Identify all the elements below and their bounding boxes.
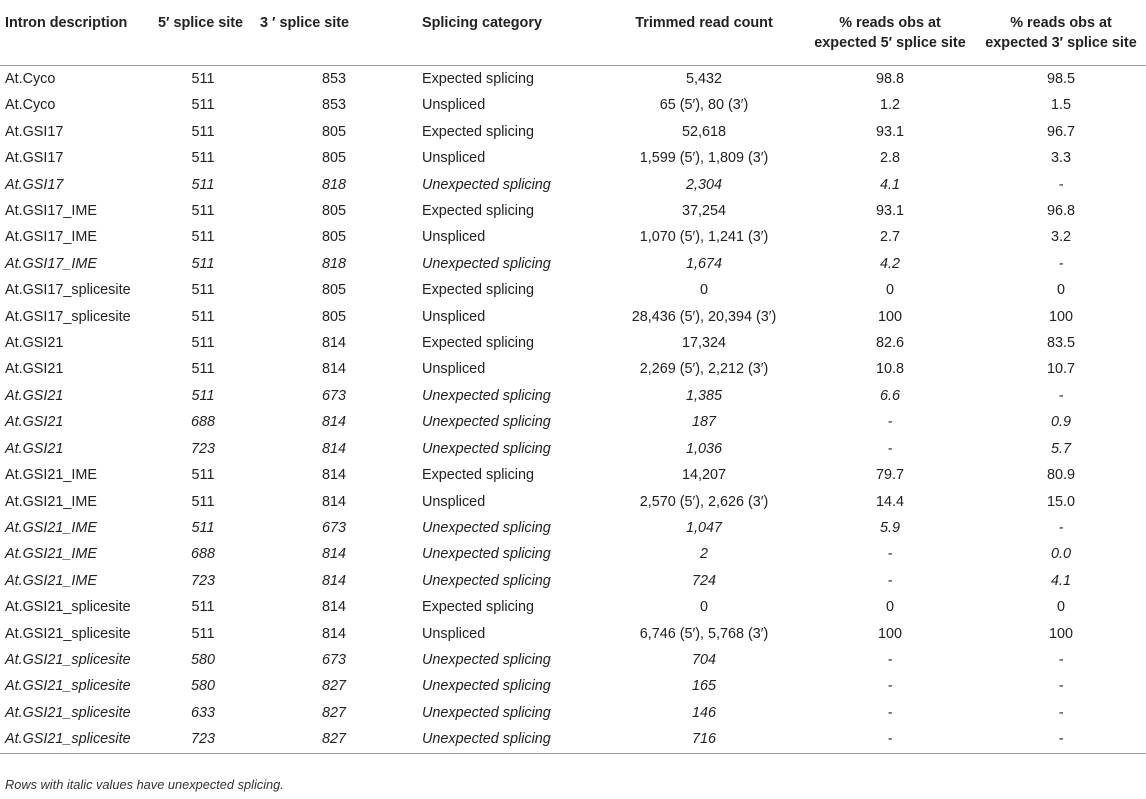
table-row bbox=[0, 304, 1146, 330]
pct-reads-5-cell: 100 bbox=[877, 308, 902, 325]
intron-description-cell: At.GSI21_IME bbox=[5, 467, 97, 484]
table-row bbox=[0, 330, 1146, 356]
header-row bbox=[0, 0, 1146, 66]
three-splice-site-cell: 814 bbox=[321, 572, 346, 589]
five-splice-site-cell: 723 bbox=[190, 440, 215, 457]
three-splice-site-cell: 814 bbox=[321, 493, 346, 510]
pct-reads-5-cell: 0 bbox=[885, 599, 894, 616]
pct-reads-5-cell: - bbox=[887, 678, 893, 695]
trimmed-read-count-cell: 0 bbox=[699, 282, 708, 299]
table-row bbox=[0, 224, 1146, 250]
splicing-category-cell: Unexpected splicing bbox=[422, 387, 551, 404]
pct-reads-3-cell: 0.0 bbox=[1050, 546, 1071, 563]
table-row bbox=[0, 594, 1146, 620]
pct-reads-5-cell: 10.8 bbox=[875, 361, 904, 378]
table-row bbox=[0, 356, 1146, 382]
splicing-category-cell: Expected splicing bbox=[422, 123, 534, 140]
trimmed-read-count-cell: 1,674 bbox=[685, 255, 722, 272]
intron-description-cell: At.GSI17_IME bbox=[5, 229, 97, 246]
table-row bbox=[0, 726, 1146, 753]
trimmed-read-count-cell: 2,304 bbox=[685, 176, 722, 193]
three-splice-site-cell: 805 bbox=[321, 150, 346, 167]
pct-reads-3-cell: 10.7 bbox=[1046, 361, 1075, 378]
splicing-category-cell: Expected splicing bbox=[422, 599, 534, 616]
three-splice-site-cell: 827 bbox=[321, 678, 346, 695]
table-row bbox=[0, 277, 1146, 303]
splicing-category-cell: Unspliced bbox=[422, 97, 486, 114]
trimmed-read-count-cell: 146 bbox=[691, 704, 716, 721]
pct-reads-3-cell: 83.5 bbox=[1046, 335, 1075, 352]
intron-description-cell: At.GSI17_splicesite bbox=[5, 308, 131, 325]
five-splice-site-cell: 511 bbox=[191, 71, 215, 87]
table-row bbox=[0, 462, 1146, 488]
pct-reads-3-cell: - bbox=[1058, 704, 1064, 721]
trimmed-read-count-cell: 65 (5′), 80 (3′) bbox=[659, 97, 749, 114]
intron-description-cell: At.GSI17 bbox=[5, 176, 64, 193]
pct-reads-5-cell: 93.1 bbox=[875, 123, 904, 140]
three-splice-site-cell: 814 bbox=[321, 625, 346, 642]
header-pct-reads-5-site: % reads obs at expected 5′ splice site bbox=[804, 0, 976, 66]
pct-reads-5-cell: 98.8 bbox=[875, 71, 904, 87]
pct-reads-5-cell: - bbox=[804, 726, 976, 753]
intron-description-cell: At.GSI21_splicesite bbox=[5, 599, 131, 616]
pct-reads-5-cell: 2.7 bbox=[879, 229, 900, 246]
table-row bbox=[0, 383, 1146, 409]
trimmed-read-count-cell: 165 bbox=[691, 678, 716, 695]
intron-description-cell: At.GSI17 bbox=[5, 150, 64, 167]
pct-reads-3-cell: - bbox=[1058, 176, 1064, 193]
table-row bbox=[0, 251, 1146, 277]
intron-description-cell: At.GSI21 bbox=[5, 361, 64, 378]
three-splice-site-cell: 805 bbox=[321, 203, 346, 220]
intron-description-cell: At.Cyco bbox=[5, 97, 56, 114]
header-trimmed-read-count: Trimmed read count bbox=[604, 0, 804, 66]
pct-reads-3-cell: 100 bbox=[1048, 308, 1073, 325]
header-intron-description: Intron description bbox=[0, 0, 152, 66]
pct-reads-5-cell: 4.1 bbox=[879, 176, 900, 193]
splicing-category-cell: Unexpected splicing bbox=[422, 414, 551, 431]
pct-reads-5-cell: - bbox=[887, 414, 893, 431]
splicing-category-cell: Unexpected splicing bbox=[422, 440, 551, 457]
pct-reads-3-cell: 3.3 bbox=[1050, 150, 1071, 167]
intron-description-cell: At.GSI21_splicesite bbox=[5, 625, 131, 642]
pct-reads-3-cell: 0 bbox=[1056, 599, 1065, 616]
trimmed-read-count-cell: 1,036 bbox=[685, 440, 722, 457]
trimmed-read-count-cell: 0 bbox=[699, 599, 708, 616]
three-splice-site-cell: 805 bbox=[321, 308, 346, 325]
table-header bbox=[0, 0, 1146, 66]
pct-reads-3-cell: 80.9 bbox=[1046, 467, 1075, 484]
intron-description-cell: At.GSI17_splicesite bbox=[5, 282, 131, 299]
trimmed-read-count-cell: 724 bbox=[691, 572, 716, 589]
trimmed-read-count-cell: 716 bbox=[604, 726, 804, 753]
five-splice-site-cell: 511 bbox=[191, 255, 215, 272]
pct-reads-3-cell: - bbox=[1058, 387, 1064, 404]
five-splice-site-cell: 511 bbox=[191, 387, 215, 404]
table-row bbox=[0, 172, 1146, 198]
table-row bbox=[0, 198, 1146, 224]
splicing-category-cell: Unspliced bbox=[422, 308, 486, 325]
pct-reads-5-cell: - bbox=[887, 651, 893, 668]
pct-reads-5-cell: 93.1 bbox=[875, 203, 904, 220]
trimmed-read-count-cell: 6,746 (5′), 5,768 (3′) bbox=[639, 625, 769, 642]
five-splice-site-cell: 511 bbox=[191, 361, 215, 378]
pct-reads-3-cell: 4.1 bbox=[1050, 572, 1071, 589]
five-splice-site-cell: 511 bbox=[191, 282, 215, 299]
three-splice-site-cell: 814 bbox=[321, 440, 346, 457]
five-splice-site-cell: 723 bbox=[152, 726, 254, 753]
five-splice-site-cell: 511 bbox=[191, 308, 215, 325]
splicing-category-cell: Unexpected splicing bbox=[422, 651, 551, 668]
trimmed-read-count-cell: 17,324 bbox=[681, 335, 726, 352]
header-3-splice-site: 3 ′ splice site bbox=[254, 0, 414, 66]
intron-description-cell: At.GSI21 bbox=[5, 440, 64, 457]
trimmed-read-count-cell: 2,269 (5′), 2,212 (3′) bbox=[639, 361, 769, 378]
five-splice-site-cell: 511 bbox=[191, 97, 215, 114]
three-splice-site-cell: 814 bbox=[321, 467, 346, 484]
three-splice-site-cell: 814 bbox=[321, 599, 346, 616]
five-splice-site-cell: 511 bbox=[191, 519, 215, 536]
three-splice-site-cell: 827 bbox=[321, 704, 346, 721]
splicing-category-cell: Unspliced bbox=[422, 625, 486, 642]
intron-description-cell: At.GSI21_IME bbox=[5, 546, 97, 563]
intron-description-cell: At.GSI21 bbox=[5, 387, 64, 404]
three-splice-site-cell: 673 bbox=[321, 387, 346, 404]
splicing-category-cell: Unexpected splicing bbox=[422, 255, 551, 272]
pct-reads-5-cell: 0 bbox=[885, 282, 894, 299]
splicing-category-cell: Unspliced bbox=[422, 493, 486, 510]
pct-reads-3-cell: 100 bbox=[1048, 625, 1073, 642]
three-splice-site-cell: 673 bbox=[321, 519, 346, 536]
trimmed-read-count-cell: 2 bbox=[699, 546, 708, 563]
three-splice-site-cell: 814 bbox=[321, 361, 346, 378]
three-splice-site-cell: 814 bbox=[321, 546, 346, 563]
intron-description-cell: At.GSI21_splicesite bbox=[5, 651, 131, 668]
pct-reads-5-cell: 1.2 bbox=[879, 97, 900, 114]
table-row bbox=[0, 541, 1146, 567]
splicing-category-cell: Expected splicing bbox=[422, 282, 534, 299]
table-row bbox=[0, 489, 1146, 515]
trimmed-read-count-cell: 1,070 (5′), 1,241 (3′) bbox=[639, 229, 769, 246]
pct-reads-3-cell: 3.2 bbox=[1050, 229, 1071, 246]
table-row bbox=[0, 119, 1146, 145]
five-splice-site-cell: 511 bbox=[191, 335, 215, 352]
table-row bbox=[0, 66, 1146, 93]
five-splice-site-cell: 580 bbox=[190, 678, 215, 695]
table-row bbox=[0, 92, 1146, 118]
pct-reads-3-cell: - bbox=[1058, 255, 1064, 272]
five-splice-site-cell: 511 bbox=[191, 150, 215, 167]
pct-reads-5-cell: 5.9 bbox=[879, 519, 900, 536]
pct-reads-5-cell: 79.7 bbox=[875, 467, 904, 484]
intron-description-cell: At.GSI21_splicesite bbox=[5, 678, 131, 695]
five-splice-site-cell: 511 bbox=[191, 493, 215, 510]
pct-reads-5-cell: 14.4 bbox=[875, 493, 904, 510]
table-row bbox=[0, 436, 1146, 462]
splicing-category-cell: Unexpected splicing bbox=[422, 546, 551, 563]
five-splice-site-cell: 511 bbox=[191, 599, 215, 616]
table-row bbox=[0, 647, 1146, 673]
trimmed-read-count-cell: 704 bbox=[691, 651, 716, 668]
splicing-category-cell: Unexpected splicing bbox=[422, 678, 551, 695]
pct-reads-3-cell: - bbox=[1058, 519, 1064, 536]
pct-reads-3-cell: 98.5 bbox=[1046, 71, 1075, 87]
splicing-category-cell: Unexpected splicing bbox=[422, 176, 551, 193]
intron-description-cell: At.GSI21_IME bbox=[5, 572, 97, 589]
splicing-category-cell: Expected splicing bbox=[422, 71, 534, 87]
pct-reads-5-cell: - bbox=[887, 572, 893, 589]
pct-reads-5-cell: - bbox=[887, 546, 893, 563]
splicing-category-cell: Unspliced bbox=[422, 229, 486, 246]
five-splice-site-cell: 633 bbox=[190, 704, 215, 721]
table-row bbox=[0, 409, 1146, 435]
pct-reads-5-cell: 4.2 bbox=[879, 255, 900, 272]
trimmed-read-count-cell: 5,432 bbox=[685, 71, 722, 87]
pct-reads-3-cell: 0.9 bbox=[1050, 414, 1071, 431]
five-splice-site-cell: 688 bbox=[190, 546, 215, 563]
trimmed-read-count-cell: 52,618 bbox=[681, 123, 726, 140]
pct-reads-5-cell: 82.6 bbox=[875, 335, 904, 352]
five-splice-site-cell: 511 bbox=[191, 203, 215, 220]
five-splice-site-cell: 688 bbox=[190, 414, 215, 431]
intron-description-cell: At.GSI21_splicesite bbox=[5, 704, 131, 721]
splicing-category-cell: Expected splicing bbox=[422, 203, 534, 220]
table-row bbox=[0, 700, 1146, 726]
splicing-category-cell: Unexpected splicing bbox=[422, 519, 551, 536]
pct-reads-3-cell: - bbox=[976, 726, 1146, 753]
five-splice-site-cell: 511 bbox=[191, 229, 215, 246]
trimmed-read-count-cell: 1,047 bbox=[685, 519, 722, 536]
pct-reads-5-cell: - bbox=[887, 440, 893, 457]
three-splice-site-cell: 818 bbox=[321, 176, 346, 193]
pct-reads-5-cell: 6.6 bbox=[879, 387, 900, 404]
header-pct-reads-3-site: % reads obs at expected 3′ splice site bbox=[976, 0, 1146, 66]
intron-description-cell: At.GSI21_splicesite bbox=[0, 726, 152, 753]
three-splice-site-cell: 805 bbox=[321, 282, 346, 299]
intron-description-cell: At.GSI17 bbox=[5, 123, 64, 140]
table-row bbox=[0, 568, 1146, 594]
splicing-category-cell: Expected splicing bbox=[422, 335, 534, 352]
five-splice-site-cell: 580 bbox=[190, 651, 215, 668]
table-row bbox=[0, 145, 1146, 171]
table-footnote: Rows with italic values have unexpected splicing. bbox=[5, 777, 284, 792]
three-splice-site-cell: 673 bbox=[321, 651, 346, 668]
table-row bbox=[0, 673, 1146, 699]
three-splice-site-cell: 853 bbox=[321, 71, 346, 87]
three-splice-site-cell: 853 bbox=[321, 97, 346, 114]
pct-reads-3-cell: 0 bbox=[1056, 282, 1065, 299]
three-splice-site-cell: 814 bbox=[321, 414, 346, 431]
splicing-category-cell: Unexpected splicing bbox=[414, 726, 604, 753]
splicing-category-cell: Unspliced bbox=[422, 150, 486, 167]
pct-reads-3-cell: 15.0 bbox=[1046, 493, 1075, 510]
pct-reads-3-cell: - bbox=[1058, 651, 1064, 668]
table-row bbox=[0, 621, 1146, 647]
intron-description-cell: At.Cyco bbox=[5, 71, 56, 87]
three-splice-site-cell: 814 bbox=[321, 335, 346, 352]
splicing-category-cell: Unexpected splicing bbox=[422, 704, 551, 721]
trimmed-read-count-cell: 187 bbox=[691, 414, 716, 431]
intron-description-cell: At.GSI17_IME bbox=[5, 255, 97, 272]
intron-description-cell: At.GSI21_IME bbox=[5, 519, 97, 536]
intron-description-cell: At.GSI17_IME bbox=[5, 203, 97, 220]
pct-reads-5-cell: 100 bbox=[877, 625, 902, 642]
pct-reads-5-cell: 2.8 bbox=[879, 150, 900, 167]
intron-description-cell: At.GSI21_IME bbox=[5, 493, 97, 510]
trimmed-read-count-cell: 1,599 (5′), 1,809 (3′) bbox=[639, 150, 769, 167]
trimmed-read-count-cell: 2,570 (5′), 2,626 (3′) bbox=[639, 493, 769, 510]
pct-reads-3-cell: 1.5 bbox=[1050, 97, 1071, 114]
three-splice-site-cell: 818 bbox=[321, 255, 346, 272]
five-splice-site-cell: 511 bbox=[191, 123, 215, 140]
trimmed-read-count-cell: 28,436 (5′), 20,394 (3′) bbox=[631, 308, 777, 325]
three-splice-site-cell: 805 bbox=[321, 123, 346, 140]
pct-reads-3-cell: 96.8 bbox=[1046, 203, 1075, 220]
table-body bbox=[0, 66, 1146, 754]
header-5-splice-site: 5′ splice site bbox=[152, 0, 254, 66]
three-splice-site-cell: 827 bbox=[254, 726, 414, 753]
five-splice-site-cell: 511 bbox=[191, 176, 215, 193]
splicing-category-cell: Expected splicing bbox=[422, 467, 534, 484]
pct-reads-3-cell: - bbox=[1058, 678, 1064, 695]
pct-reads-3-cell: 96.7 bbox=[1046, 123, 1075, 140]
trimmed-read-count-cell: 1,385 bbox=[685, 387, 722, 404]
table-row bbox=[0, 515, 1146, 541]
five-splice-site-cell: 511 bbox=[191, 467, 215, 484]
trimmed-read-count-cell: 37,254 bbox=[681, 203, 726, 220]
pct-reads-5-cell: - bbox=[887, 704, 893, 721]
splicing-category-cell: Unspliced bbox=[422, 361, 486, 378]
trimmed-read-count-cell: 14,207 bbox=[681, 467, 726, 484]
header-splicing-category: Splicing category bbox=[414, 0, 604, 66]
splicing-category-cell: Unexpected splicing bbox=[422, 572, 551, 589]
five-splice-site-cell: 511 bbox=[191, 625, 215, 642]
intron-description-cell: At.GSI21 bbox=[5, 414, 64, 431]
three-splice-site-cell: 805 bbox=[321, 229, 346, 246]
intron-description-cell: At.GSI21 bbox=[5, 335, 64, 352]
pct-reads-3-cell: 5.7 bbox=[1050, 440, 1071, 457]
five-splice-site-cell: 723 bbox=[190, 572, 215, 589]
